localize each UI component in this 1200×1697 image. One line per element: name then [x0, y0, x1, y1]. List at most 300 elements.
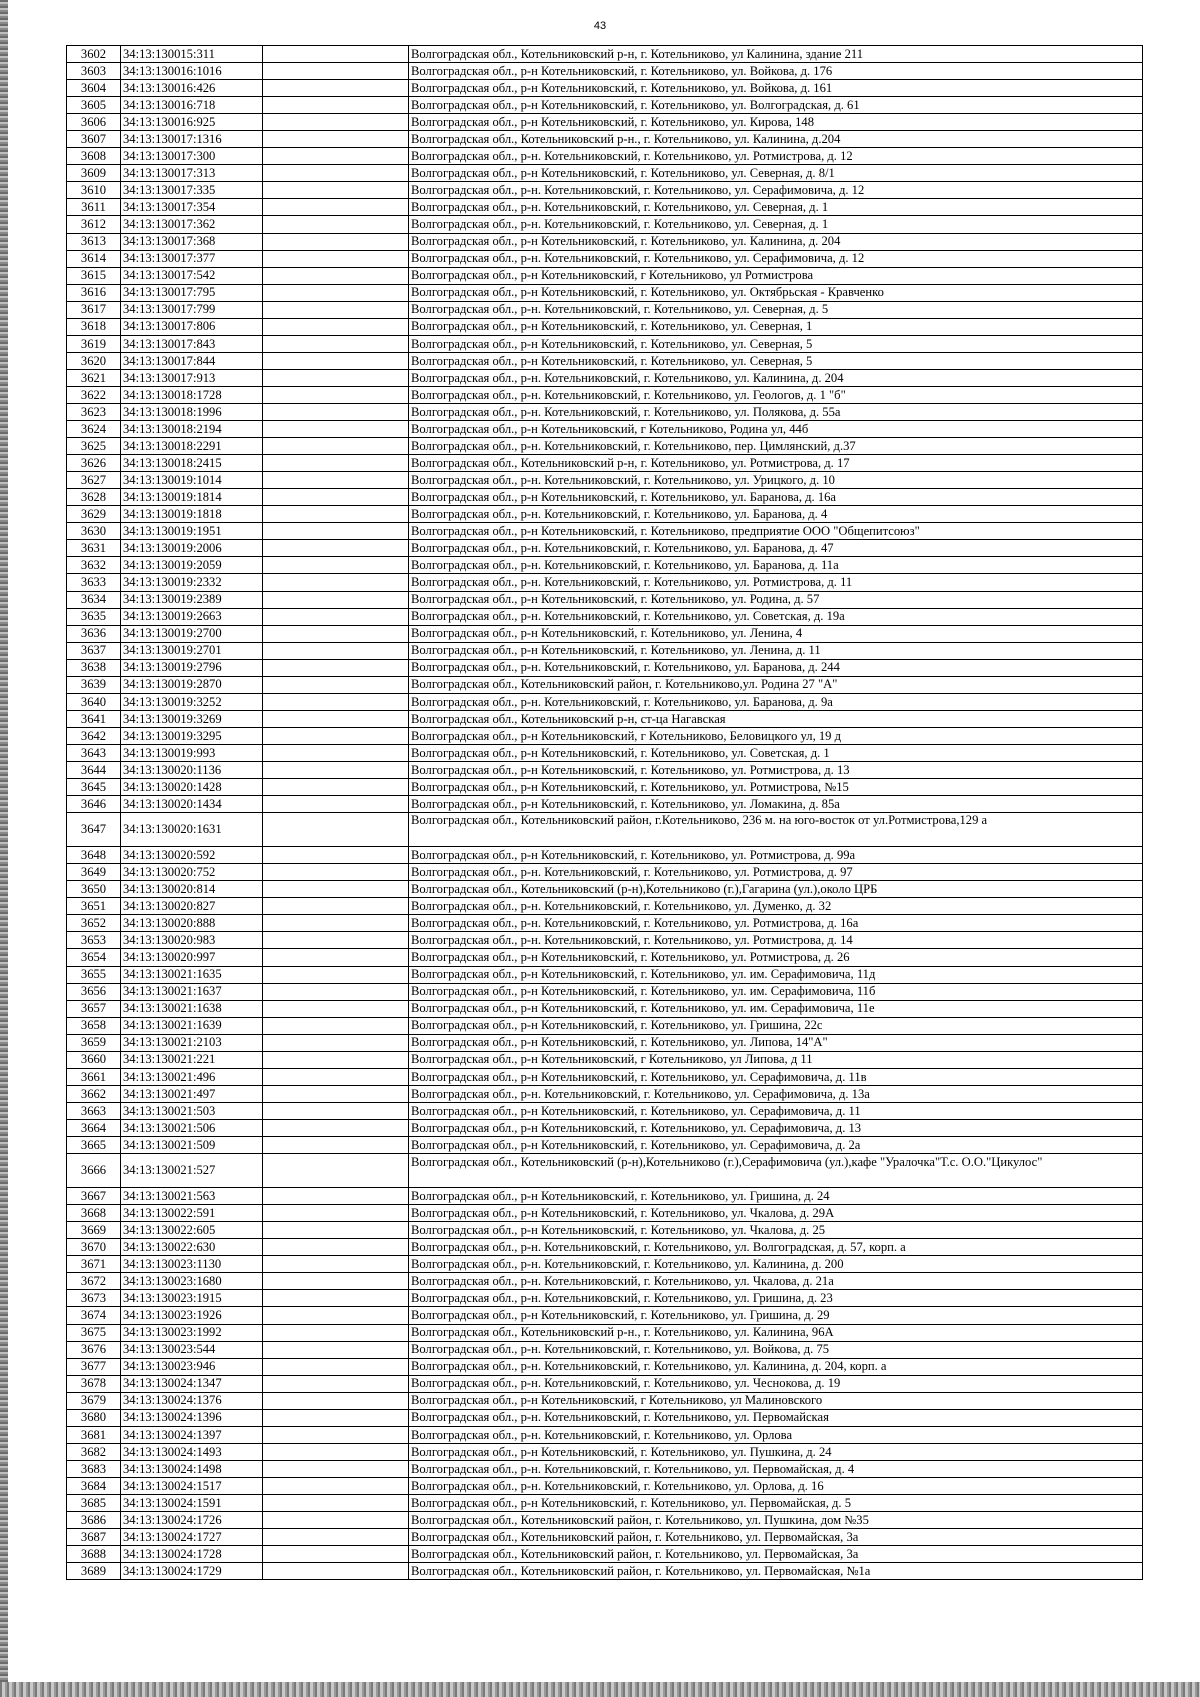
table-row: [67, 114, 1143, 131]
cadastral-number-cell: 34:13:130024:1498: [121, 1460, 263, 1477]
address-cell: Волгоградская обл., р-н Котельниковский, г. Котельниково, ул. Ротмистрова, №15: [409, 779, 1143, 796]
empty-cell: [263, 1017, 409, 1034]
row-number-cell: 3673: [67, 1290, 121, 1307]
table-row: [67, 1068, 1143, 1085]
address-cell: Волгоградская обл., р-н Котельниковский, г. Котельниково, ул. Серафимовича, д. 13: [409, 1119, 1143, 1136]
cadastral-number-cell: 34:13:130020:1434: [121, 796, 263, 813]
empty-cell: [263, 1051, 409, 1068]
table-row: [67, 591, 1143, 608]
empty-cell: [263, 369, 409, 386]
empty-cell: [263, 1102, 409, 1119]
empty-cell: [263, 1256, 409, 1273]
cadastral-number-cell: 34:13:130017:843: [121, 335, 263, 352]
empty-cell: [263, 779, 409, 796]
empty-cell: [263, 710, 409, 727]
cadastral-number-cell: 34:13:130023:1130: [121, 1256, 263, 1273]
table-row: [67, 250, 1143, 267]
address-cell: Волгоградская обл., р-н Котельниковский, г. Котельниково, ул. Северная, 5: [409, 352, 1143, 369]
empty-cell: [263, 983, 409, 1000]
cadastral-number-cell: 34:13:130016:925: [121, 114, 263, 131]
empty-cell: [263, 403, 409, 420]
row-number-cell: 3669: [67, 1222, 121, 1239]
row-number-cell: 3604: [67, 80, 121, 97]
empty-cell: [263, 438, 409, 455]
empty-cell: [263, 233, 409, 250]
cadastral-number-cell: 34:13:130021:221: [121, 1051, 263, 1068]
empty-cell: [263, 335, 409, 352]
table-row: [67, 1443, 1143, 1460]
empty-cell: [263, 114, 409, 131]
table-row: [67, 1512, 1143, 1529]
table-row: [67, 983, 1143, 1000]
empty-cell: [263, 267, 409, 284]
cadastral-number-cell: 34:13:130024:1728: [121, 1546, 263, 1563]
table-row: [67, 813, 1143, 847]
table-row: [67, 608, 1143, 625]
address-cell: Волгоградская обл., р-н. Котельниковский, г. Котельниково, ул. Баранова, д. 47: [409, 540, 1143, 557]
cadastral-number-cell: 34:13:130021:563: [121, 1188, 263, 1205]
table-row: [67, 97, 1143, 114]
cadastral-number-cell: 34:13:130021:506: [121, 1119, 263, 1136]
table-row: [67, 1546, 1143, 1563]
empty-cell: [263, 63, 409, 80]
row-number-cell: 3689: [67, 1563, 121, 1580]
table-row: [67, 1358, 1143, 1375]
empty-cell: [263, 915, 409, 932]
row-number-cell: 3608: [67, 148, 121, 165]
address-cell: Волгоградская обл., р-н Котельниковский, г. Котельниково, ул. Ротмистрова, д. 13: [409, 761, 1143, 778]
address-cell: Волгоградская обл., р-н. Котельниковский, г. Котельниково, ул. Баранова, д. 11а: [409, 557, 1143, 574]
address-cell: Волгоградская обл., р-н Котельниковский, г. Котельниково, ул. Ротмистрова, д. 99а: [409, 847, 1143, 864]
table-row: [67, 1477, 1143, 1494]
empty-cell: [263, 676, 409, 693]
empty-cell: [263, 199, 409, 216]
row-number-cell: 3681: [67, 1426, 121, 1443]
address-cell: Волгоградская обл., р-н. Котельниковский, г. Котельниково, ул. Калинина, д. 204, корп. а: [409, 1358, 1143, 1375]
empty-cell: [263, 1529, 409, 1546]
table-row: [67, 1034, 1143, 1051]
cadastral-number-cell: 34:13:130016:426: [121, 80, 263, 97]
cadastral-number-cell: 34:13:130019:2059: [121, 557, 263, 574]
cadastral-number-cell: 34:13:130024:1397: [121, 1426, 263, 1443]
address-cell: Волгоградская обл., р-н Котельниковский, г. Котельниково, ул. Кирова, 148: [409, 114, 1143, 131]
address-cell: Волгоградская обл., р-н Котельниковский, г. Котельниково, ул. Ленина, 4: [409, 625, 1143, 642]
empty-cell: [263, 693, 409, 710]
empty-cell: [263, 352, 409, 369]
scan-edge-bottom: [0, 1682, 1200, 1697]
row-number-cell: 3678: [67, 1375, 121, 1392]
table-row: [67, 642, 1143, 659]
cadastral-number-cell: 34:13:130021:1637: [121, 983, 263, 1000]
empty-cell: [263, 1512, 409, 1529]
cadastral-number-cell: 34:13:130021:1635: [121, 966, 263, 983]
table-row: [67, 199, 1143, 216]
cadastral-number-cell: 34:13:130020:1428: [121, 779, 263, 796]
empty-cell: [263, 966, 409, 983]
table-row: [67, 676, 1143, 693]
empty-cell: [263, 659, 409, 676]
cadastral-number-cell: 34:13:130019:3269: [121, 710, 263, 727]
address-cell: Волгоградская обл., р-н Котельниковский, г. Котельниково, ул. Октябрьская - Кравченко: [409, 284, 1143, 301]
table-row: [67, 898, 1143, 915]
cadastral-number-cell: 34:13:130017:542: [121, 267, 263, 284]
address-cell: Волгоградская обл., р-н. Котельниковский, г. Котельниково, ул. Калинина, д. 200: [409, 1256, 1143, 1273]
empty-cell: [263, 1034, 409, 1051]
row-number-cell: 3659: [67, 1034, 121, 1051]
table-row: [67, 1460, 1143, 1477]
address-cell: Волгоградская обл., р-н. Котельниковский, г. Котельниково, ул. Первомайская: [409, 1409, 1143, 1426]
table-row: [67, 625, 1143, 642]
row-number-cell: 3602: [67, 46, 121, 63]
cadastral-number-cell: 34:13:130019:2701: [121, 642, 263, 659]
table-row: [67, 949, 1143, 966]
row-number-cell: 3618: [67, 318, 121, 335]
table-row: [67, 369, 1143, 386]
table-row: [67, 472, 1143, 489]
cadastral-number-cell: 34:13:130024:1347: [121, 1375, 263, 1392]
address-cell: Волгоградская обл., р-н. Котельниковский, г. Котельниково, ул. Серафимовича, д. 12: [409, 250, 1143, 267]
row-number-cell: 3626: [67, 455, 121, 472]
table-row: [67, 233, 1143, 250]
empty-cell: [263, 182, 409, 199]
table-row: [67, 165, 1143, 182]
address-cell: Волгоградская обл., р-н. Котельниковский, г. Котельниково, ул. Орлова, д. 16: [409, 1477, 1143, 1494]
table-row: [67, 693, 1143, 710]
row-number-cell: 3643: [67, 744, 121, 761]
table-row: [67, 540, 1143, 557]
row-number-cell: 3644: [67, 761, 121, 778]
row-number-cell: 3634: [67, 591, 121, 608]
cadastral-number-cell: 34:13:130017:1316: [121, 131, 263, 148]
cadastral-number-cell: 34:13:130024:1726: [121, 1512, 263, 1529]
table-row: [67, 523, 1143, 540]
address-cell: Волгоградская обл., р-н Котельниковский, г. Котельниково, ул. Гришина, д. 29: [409, 1307, 1143, 1324]
registry-table-body: [67, 46, 1143, 1580]
cadastral-number-cell: 34:13:130017:335: [121, 182, 263, 199]
table-row: [67, 1273, 1143, 1290]
row-number-cell: 3647: [67, 813, 121, 847]
table-row: [67, 744, 1143, 761]
empty-cell: [263, 1137, 409, 1154]
cadastral-number-cell: 34:13:130023:1926: [121, 1307, 263, 1324]
cadastral-number-cell: 34:13:130017:806: [121, 318, 263, 335]
cadastral-number-cell: 34:13:130021:527: [121, 1154, 263, 1188]
row-number-cell: 3646: [67, 796, 121, 813]
empty-cell: [263, 1546, 409, 1563]
row-number-cell: 3631: [67, 540, 121, 557]
row-number-cell: 3610: [67, 182, 121, 199]
address-cell: Волгоградская обл., р-н. Котельниковский, г. Котельниково, ул. Ротмистрова, д. 14: [409, 932, 1143, 949]
empty-cell: [263, 949, 409, 966]
row-number-cell: 3637: [67, 642, 121, 659]
row-number-cell: 3680: [67, 1409, 121, 1426]
table-row: [67, 1000, 1143, 1017]
address-cell: Волгоградская обл., р-н Котельниковский, г. Котельниково, ул. им. Серафимовича, 11д: [409, 966, 1143, 983]
address-cell: Волгоградская обл., р-н. Котельниковский, г. Котельниково, ул. Войкова, д. 75: [409, 1341, 1143, 1358]
row-number-cell: 3639: [67, 676, 121, 693]
row-number-cell: 3656: [67, 983, 121, 1000]
empty-cell: [263, 131, 409, 148]
address-cell: Волгоградская обл., р-н. Котельниковский, г. Котельниково, ул. Ротмистрова, д. 16а: [409, 915, 1143, 932]
address-cell: Волгоградская обл., р-н Котельниковский, г. Котельниково, ул. Серафимовича, д. 11: [409, 1102, 1143, 1119]
address-cell: Волгоградская обл., р-н Котельниковский, г. Котельниково, ул. им. Серафимовича, 11б: [409, 983, 1143, 1000]
empty-cell: [263, 540, 409, 557]
row-number-cell: 3649: [67, 864, 121, 881]
cadastral-number-cell: 34:13:130017:313: [121, 165, 263, 182]
address-cell: Волгоградская обл., Котельниковский район, г.Котельниково, 236 м. на юго-восток от ул.Ротмистрова,129 а: [409, 813, 1143, 847]
address-cell: Волгоградская обл., р-н Котельниковский, г. Котельниково, ул. Гришина, 22с: [409, 1017, 1143, 1034]
address-cell: Волгоградская обл., р-н Котельниковский, г. Котельниково, ул. Советская, д. 1: [409, 744, 1143, 761]
empty-cell: [263, 250, 409, 267]
cadastral-number-cell: 34:13:130019:2663: [121, 608, 263, 625]
address-cell: Волгоградская обл., р-н Котельниковский, г. Котельниково, ул. Серафимовича, д. 2а: [409, 1137, 1143, 1154]
empty-cell: [263, 80, 409, 97]
table-row: [67, 506, 1143, 523]
row-number-cell: 3671: [67, 1256, 121, 1273]
empty-cell: [263, 1341, 409, 1358]
row-number-cell: 3603: [67, 63, 121, 80]
table-row: [67, 1017, 1143, 1034]
empty-cell: [263, 847, 409, 864]
empty-cell: [263, 881, 409, 898]
cadastral-number-cell: 34:13:130019:2870: [121, 676, 263, 693]
address-cell: Волгоградская обл., р-н Котельниковский, г. Котельниково, ул. Чкалова, д. 29А: [409, 1205, 1143, 1222]
table-row: [67, 284, 1143, 301]
table-row: [67, 1563, 1143, 1580]
empty-cell: [263, 727, 409, 744]
table-row: [67, 1341, 1143, 1358]
empty-cell: [263, 216, 409, 233]
address-cell: Волгоградская обл., р-н. Котельниковский, г. Котельниково, ул. Ротмистрова, д. 97: [409, 864, 1143, 881]
cadastral-number-cell: 34:13:130021:497: [121, 1085, 263, 1102]
row-number-cell: 3633: [67, 574, 121, 591]
address-cell: Волгоградская обл., р-н. Котельниковский, г. Котельниково, ул. Первомайская, д. 4: [409, 1460, 1143, 1477]
table-row: [67, 1307, 1143, 1324]
row-number-cell: 3650: [67, 881, 121, 898]
address-cell: Волгоградская обл., р-н. Котельниковский, г. Котельниково, ул. Баранова, д. 4: [409, 506, 1143, 523]
empty-cell: [263, 421, 409, 438]
row-number-cell: 3627: [67, 472, 121, 489]
row-number-cell: 3614: [67, 250, 121, 267]
table-row: [67, 574, 1143, 591]
address-cell: Волгоградская обл., р-н. Котельниковский, г. Котельниково, ул. Баранова, д. 9а: [409, 693, 1143, 710]
address-cell: Волгоградская обл., р-н Котельниковский, г. Котельниково, ул. Северная, д. 8/1: [409, 165, 1143, 182]
cadastral-number-cell: 34:13:130023:1680: [121, 1273, 263, 1290]
address-cell: Волгоградская обл., р-н Котельниковский, г Котельниково, ул Липова, д 11: [409, 1051, 1143, 1068]
address-cell: Волгоградская обл., р-н Котельниковский, г. Котельниково, ул. Первомайская, д. 5: [409, 1494, 1143, 1511]
cadastral-number-cell: 34:13:130017:795: [121, 284, 263, 301]
row-number-cell: 3638: [67, 659, 121, 676]
address-cell: Волгоградская обл., Котельниковский район, г. Котельниково, ул. Первомайская, 3а: [409, 1529, 1143, 1546]
cadastral-number-cell: 34:13:130021:496: [121, 1068, 263, 1085]
address-cell: Волгоградская обл., р-н. Котельниковский, г. Котельниково, ул. Серафимовича, д. 13а: [409, 1085, 1143, 1102]
empty-cell: [263, 1307, 409, 1324]
table-row: [67, 710, 1143, 727]
row-number-cell: 3674: [67, 1307, 121, 1324]
address-cell: Волгоградская обл., р-н. Котельниковский, г. Котельниково, ул. Волгоградская, д. 57, корп. а: [409, 1239, 1143, 1256]
address-cell: Волгоградская обл., р-н Котельниковский, г. Котельниково, ул. Серафимовича, д. 11в: [409, 1068, 1143, 1085]
table-row: [67, 63, 1143, 80]
address-cell: Волгоградская обл., Котельниковский р-н., г. Котельниково, ул. Калинина, д.204: [409, 131, 1143, 148]
cadastral-number-cell: 34:13:130020:827: [121, 898, 263, 915]
row-number-cell: 3675: [67, 1324, 121, 1341]
row-number-cell: 3657: [67, 1000, 121, 1017]
empty-cell: [263, 1154, 409, 1188]
row-number-cell: 3636: [67, 625, 121, 642]
cadastral-number-cell: 34:13:130017:377: [121, 250, 263, 267]
row-number-cell: 3641: [67, 710, 121, 727]
row-number-cell: 3685: [67, 1494, 121, 1511]
address-cell: Волгоградская обл., р-н Котельниковский, г. Котельниково, ул. Гришина, д. 24: [409, 1188, 1143, 1205]
cadastral-number-cell: 34:13:130018:2415: [121, 455, 263, 472]
empty-cell: [263, 1222, 409, 1239]
row-number-cell: 3684: [67, 1477, 121, 1494]
table-row: [67, 881, 1143, 898]
cadastral-number-cell: 34:13:130019:3295: [121, 727, 263, 744]
table-row: [67, 1085, 1143, 1102]
empty-cell: [263, 642, 409, 659]
row-number-cell: 3660: [67, 1051, 121, 1068]
empty-cell: [263, 1563, 409, 1580]
empty-cell: [263, 796, 409, 813]
address-cell: Волгоградская обл., р-н Котельниковский, г. Котельниково, ул. Ленина, д. 11: [409, 642, 1143, 659]
table-row: [67, 915, 1143, 932]
cadastral-number-cell: 34:13:130019:1814: [121, 489, 263, 506]
table-row: [67, 864, 1143, 881]
address-cell: Волгоградская обл., Котельниковский р-н, г. Котельниково, ул. Ротмистрова, д. 17: [409, 455, 1143, 472]
table-row: [67, 352, 1143, 369]
cadastral-number-cell: 34:13:130019:2389: [121, 591, 263, 608]
address-cell: Волгоградская обл., р-н. Котельниковский, г. Котельниково, ул. Серафимовича, д. 12: [409, 182, 1143, 199]
row-number-cell: 3617: [67, 301, 121, 318]
table-row: [67, 421, 1143, 438]
table-row: [67, 46, 1143, 63]
row-number-cell: 3676: [67, 1341, 121, 1358]
address-cell: Волгоградская обл., р-н Котельниковский, г. Котельниково, ул. Чкалова, д. 25: [409, 1222, 1143, 1239]
row-number-cell: 3611: [67, 199, 121, 216]
empty-cell: [263, 1119, 409, 1136]
row-number-cell: 3607: [67, 131, 121, 148]
row-number-cell: 3668: [67, 1205, 121, 1222]
cadastral-number-cell: 34:13:130020:752: [121, 864, 263, 881]
address-cell: Волгоградская обл., Котельниковский р-н, г. Котельниково, ул Калинина, здание 211: [409, 46, 1143, 63]
table-row: [67, 386, 1143, 403]
empty-cell: [263, 1358, 409, 1375]
table-row: [67, 301, 1143, 318]
address-cell: Волгоградская обл., Котельниковский (р-н),Котельниково (г.),Серафимовича (ул.),кафе "Уралочка"Т.с. О.О."Цикулос": [409, 1154, 1143, 1188]
empty-cell: [263, 318, 409, 335]
address-cell: Волгоградская обл., р-н. Котельниковский, г. Котельниково, ул. Орлова: [409, 1426, 1143, 1443]
cadastral-number-cell: 34:13:130019:2332: [121, 574, 263, 591]
empty-cell: [263, 813, 409, 847]
cadastral-number-cell: 34:13:130020:814: [121, 881, 263, 898]
row-number-cell: 3662: [67, 1085, 121, 1102]
cadastral-number-cell: 34:13:130016:718: [121, 97, 263, 114]
empty-cell: [263, 898, 409, 915]
row-number-cell: 3648: [67, 847, 121, 864]
table-row: [67, 1409, 1143, 1426]
cadastral-number-cell: 34:13:130022:605: [121, 1222, 263, 1239]
address-cell: Волгоградская обл., р-н. Котельниковский, г. Котельниково, ул. Геологов, д. 1 "б": [409, 386, 1143, 403]
table-row: [67, 1137, 1143, 1154]
cadastral-number-cell: 34:13:130021:509: [121, 1137, 263, 1154]
address-cell: Волгоградская обл., р-н. Котельниковский, г. Котельниково, ул. Гришина, д. 23: [409, 1290, 1143, 1307]
empty-cell: [263, 864, 409, 881]
cadastral-number-cell: 34:13:130019:1951: [121, 523, 263, 540]
cadastral-number-cell: 34:13:130020:888: [121, 915, 263, 932]
address-cell: Волгоградская обл., р-н. Котельниковский, г. Котельниково, ул. Урицкого, д. 10: [409, 472, 1143, 489]
cadastral-number-cell: 34:13:130024:1727: [121, 1529, 263, 1546]
address-cell: Волгоградская обл., Котельниковский район, г. Котельниково,ул. Родина 27 "А": [409, 676, 1143, 693]
address-cell: Волгоградская обл., р-н. Котельниковский, г. Котельниково, ул. Полякова, д. 55а: [409, 403, 1143, 420]
row-number-cell: 3682: [67, 1443, 121, 1460]
row-number-cell: 3609: [67, 165, 121, 182]
cadastral-number-cell: 34:13:130019:2796: [121, 659, 263, 676]
cadastral-number-cell: 34:13:130021:1638: [121, 1000, 263, 1017]
scan-edge-left: [0, 0, 8, 1697]
address-cell: Волгоградская обл., р-н Котельниковский, г. Котельниково, ул. Войкова, д. 176: [409, 63, 1143, 80]
row-number-cell: 3645: [67, 779, 121, 796]
empty-cell: [263, 1494, 409, 1511]
row-number-cell: 3623: [67, 403, 121, 420]
empty-cell: [263, 1205, 409, 1222]
cadastral-number-cell: 34:13:130017:913: [121, 369, 263, 386]
row-number-cell: 3630: [67, 523, 121, 540]
empty-cell: [263, 591, 409, 608]
cadastral-number-cell: 34:13:130024:1376: [121, 1392, 263, 1409]
table-row: [67, 131, 1143, 148]
empty-cell: [263, 165, 409, 182]
row-number-cell: 3663: [67, 1102, 121, 1119]
table-row: [67, 182, 1143, 199]
row-number-cell: 3616: [67, 284, 121, 301]
row-number-cell: 3625: [67, 438, 121, 455]
address-cell: Волгоградская обл., р-н Котельниковский, г. Котельниково, ул. Ротмистрова, д. 26: [409, 949, 1143, 966]
empty-cell: [263, 608, 409, 625]
registry-table: [66, 45, 1143, 1580]
cadastral-number-cell: 34:13:130019:2006: [121, 540, 263, 557]
empty-cell: [263, 455, 409, 472]
row-number-cell: 3688: [67, 1546, 121, 1563]
page-number: 43: [593, 20, 607, 32]
address-cell: Волгоградская обл., р-н. Котельниковский, г. Котельниково, ул. Баранова, д. 244: [409, 659, 1143, 676]
table-row: [67, 1494, 1143, 1511]
address-cell: Волгоградская обл., р-н Котельниковский, г. Котельниково, ул. Северная, 5: [409, 335, 1143, 352]
table-row: [67, 1188, 1143, 1205]
table-row: [67, 1102, 1143, 1119]
table-row: [67, 1051, 1143, 1068]
cadastral-number-cell: 34:13:130017:799: [121, 301, 263, 318]
table-row: [67, 403, 1143, 420]
table-row: [67, 966, 1143, 983]
row-number-cell: 3621: [67, 369, 121, 386]
cadastral-number-cell: 34:13:130024:1729: [121, 1563, 263, 1580]
row-number-cell: 3620: [67, 352, 121, 369]
empty-cell: [263, 1290, 409, 1307]
address-cell: Волгоградская обл., р-н. Котельниковский, г. Котельниково, ул. Чеснокова, д. 19: [409, 1375, 1143, 1392]
address-cell: Волгоградская обл., р-н Котельниковский, г. Котельниково, ул. Пушкина, д. 24: [409, 1443, 1143, 1460]
address-cell: Волгоградская обл., р-н. Котельниковский, г. Котельниково, пер. Цимлянский, д.37: [409, 438, 1143, 455]
table-row: [67, 761, 1143, 778]
cadastral-number-cell: 34:13:130019:2700: [121, 625, 263, 642]
empty-cell: [263, 1426, 409, 1443]
table-row: [67, 1256, 1143, 1273]
table-row: [67, 1392, 1143, 1409]
cadastral-number-cell: 34:13:130020:1631: [121, 813, 263, 847]
address-cell: Волгоградская обл., р-н Котельниковский, г Котельниково, Беловицкого ул, 19 д: [409, 727, 1143, 744]
row-number-cell: 3651: [67, 898, 121, 915]
empty-cell: [263, 1068, 409, 1085]
